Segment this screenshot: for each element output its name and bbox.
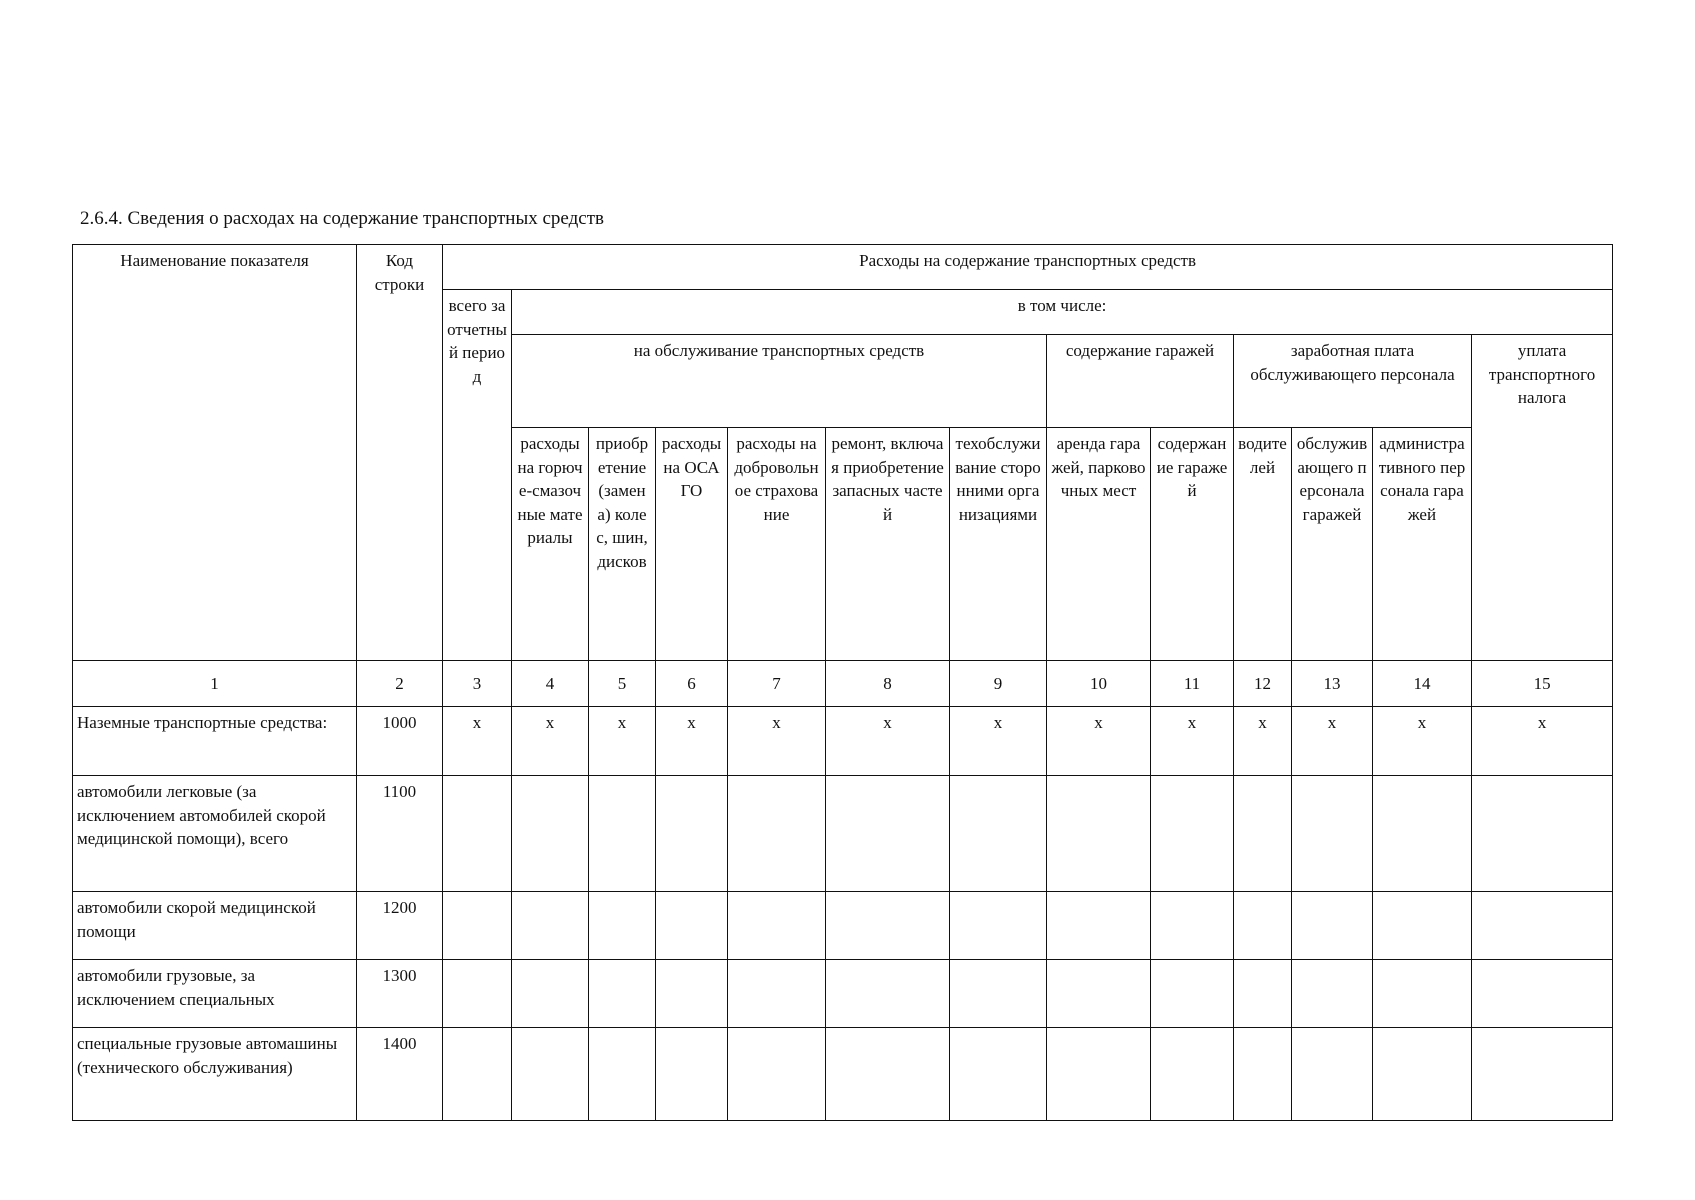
header-name: Наименование показателя xyxy=(73,245,357,661)
column-number: 6 xyxy=(656,661,728,707)
row-name: специальные грузовые автомашины (технического обслуживания) xyxy=(73,1028,357,1121)
header-garage-group: содержание гаражей xyxy=(1047,335,1234,428)
header-osago: расходы на ОСАГО xyxy=(656,428,728,661)
column-number: 11 xyxy=(1151,661,1234,707)
value-cell: x xyxy=(1472,707,1613,776)
row-code: 1100 xyxy=(357,776,443,892)
header-wheels: приобретение (замена) колес, шин, дисков xyxy=(589,428,656,661)
value-cell xyxy=(826,1028,950,1121)
header-total: всего за отчетный период xyxy=(443,290,512,661)
header-fuel: расходы на горюче-смазочные материалы xyxy=(512,428,589,661)
value-cell: x xyxy=(1373,707,1472,776)
header-service-group: на обслуживание транспортных средств xyxy=(512,335,1047,428)
value-cell: x xyxy=(443,707,512,776)
value-cell: x xyxy=(728,707,826,776)
value-cell: x xyxy=(1234,707,1292,776)
row-code: 1400 xyxy=(357,1028,443,1121)
value-cell: x xyxy=(656,707,728,776)
value-cell xyxy=(656,776,728,892)
column-number: 8 xyxy=(826,661,950,707)
header-code: Код строки xyxy=(357,245,443,661)
value-cell xyxy=(589,892,656,960)
header-voluntary: расходы на добровольное страхование xyxy=(728,428,826,661)
value-cell: x xyxy=(950,707,1047,776)
value-cell xyxy=(443,892,512,960)
column-number: 5 xyxy=(589,661,656,707)
value-cell xyxy=(1234,892,1292,960)
value-cell xyxy=(1373,1028,1472,1121)
table-row xyxy=(73,960,1613,1028)
value-cell xyxy=(826,960,950,1028)
header-including: в том числе: xyxy=(512,290,1613,335)
value-cell xyxy=(512,1028,589,1121)
column-number: 1 xyxy=(73,661,357,707)
value-cell: x xyxy=(1047,707,1151,776)
page-title: 2.6.4. Сведения о расходах на содержание транспортных средств xyxy=(80,208,604,229)
value-cell xyxy=(728,892,826,960)
row-name: автомобили легковые (за исключением автомобилей скорой медицинской помощи), всего xyxy=(73,776,357,892)
column-number: 4 xyxy=(512,661,589,707)
value-cell xyxy=(1292,776,1373,892)
value-cell: x xyxy=(826,707,950,776)
table-row xyxy=(73,892,1613,960)
column-numbers-row xyxy=(73,661,1613,707)
value-cell: x xyxy=(589,707,656,776)
column-number: 13 xyxy=(1292,661,1373,707)
value-cell xyxy=(512,892,589,960)
value-cell xyxy=(1234,1028,1292,1121)
value-cell xyxy=(589,960,656,1028)
value-cell xyxy=(1472,960,1613,1028)
row-code: 1200 xyxy=(357,892,443,960)
value-cell xyxy=(728,776,826,892)
value-cell xyxy=(589,776,656,892)
header-third-party: техобслуживание сторонними организациями xyxy=(950,428,1047,661)
value-cell xyxy=(1472,1028,1613,1121)
value-cell xyxy=(1292,960,1373,1028)
header-rent: аренда гаражей, парковочных мест xyxy=(1047,428,1151,661)
value-cell xyxy=(1472,892,1613,960)
header-salary-group: заработная плата обслуживающего персонала xyxy=(1234,335,1472,428)
table-row xyxy=(73,707,1613,776)
value-cell xyxy=(950,960,1047,1028)
value-cell xyxy=(1373,960,1472,1028)
value-cell xyxy=(1047,892,1151,960)
value-cell xyxy=(1151,1028,1234,1121)
value-cell xyxy=(728,1028,826,1121)
expenses-table xyxy=(72,244,1613,1121)
header-expenses-group: Расходы на содержание транспортных средств xyxy=(443,245,1613,290)
header-garage-upkeep: содержание гаражей xyxy=(1151,428,1234,661)
table-row xyxy=(73,1028,1613,1121)
row-code: 1000 xyxy=(357,707,443,776)
header-staff: обслуживающего персонала гаражей xyxy=(1292,428,1373,661)
value-cell xyxy=(656,1028,728,1121)
value-cell xyxy=(1234,776,1292,892)
row-code: 1300 xyxy=(357,960,443,1028)
table-row xyxy=(73,776,1613,892)
value-cell xyxy=(1047,960,1151,1028)
value-cell xyxy=(443,776,512,892)
value-cell xyxy=(950,776,1047,892)
header-drivers: водителей xyxy=(1234,428,1292,661)
column-number: 9 xyxy=(950,661,1047,707)
value-cell: x xyxy=(1151,707,1234,776)
value-cell xyxy=(1151,892,1234,960)
value-cell xyxy=(1292,892,1373,960)
value-cell xyxy=(443,1028,512,1121)
value-cell xyxy=(1292,1028,1373,1121)
row-name: автомобили скорой медицинской помощи xyxy=(73,892,357,960)
column-number: 2 xyxy=(357,661,443,707)
value-cell xyxy=(1151,776,1234,892)
value-cell xyxy=(1373,892,1472,960)
column-number: 7 xyxy=(728,661,826,707)
value-cell xyxy=(512,776,589,892)
value-cell: x xyxy=(1292,707,1373,776)
value-cell xyxy=(589,1028,656,1121)
value-cell: x xyxy=(512,707,589,776)
value-cell xyxy=(950,892,1047,960)
column-number: 15 xyxy=(1472,661,1613,707)
value-cell xyxy=(1047,1028,1151,1121)
value-cell xyxy=(443,960,512,1028)
value-cell xyxy=(656,892,728,960)
value-cell xyxy=(826,776,950,892)
value-cell xyxy=(1047,776,1151,892)
value-cell xyxy=(950,1028,1047,1121)
value-cell xyxy=(728,960,826,1028)
value-cell xyxy=(1234,960,1292,1028)
column-number: 10 xyxy=(1047,661,1151,707)
value-cell xyxy=(1472,776,1613,892)
row-name: Наземные транспортные средства: xyxy=(73,707,357,776)
header-tax: уплата транспортного налога xyxy=(1472,335,1613,661)
value-cell xyxy=(1151,960,1234,1028)
column-number: 14 xyxy=(1373,661,1472,707)
value-cell xyxy=(1373,776,1472,892)
value-cell xyxy=(826,892,950,960)
header-admin: административного персонала гаражей xyxy=(1373,428,1472,661)
row-name: автомобили грузовые, за исключением специальных xyxy=(73,960,357,1028)
value-cell xyxy=(656,960,728,1028)
value-cell xyxy=(512,960,589,1028)
column-number: 12 xyxy=(1234,661,1292,707)
column-number: 3 xyxy=(443,661,512,707)
header-repair: ремонт, включая приобретение запасных частей xyxy=(826,428,950,661)
